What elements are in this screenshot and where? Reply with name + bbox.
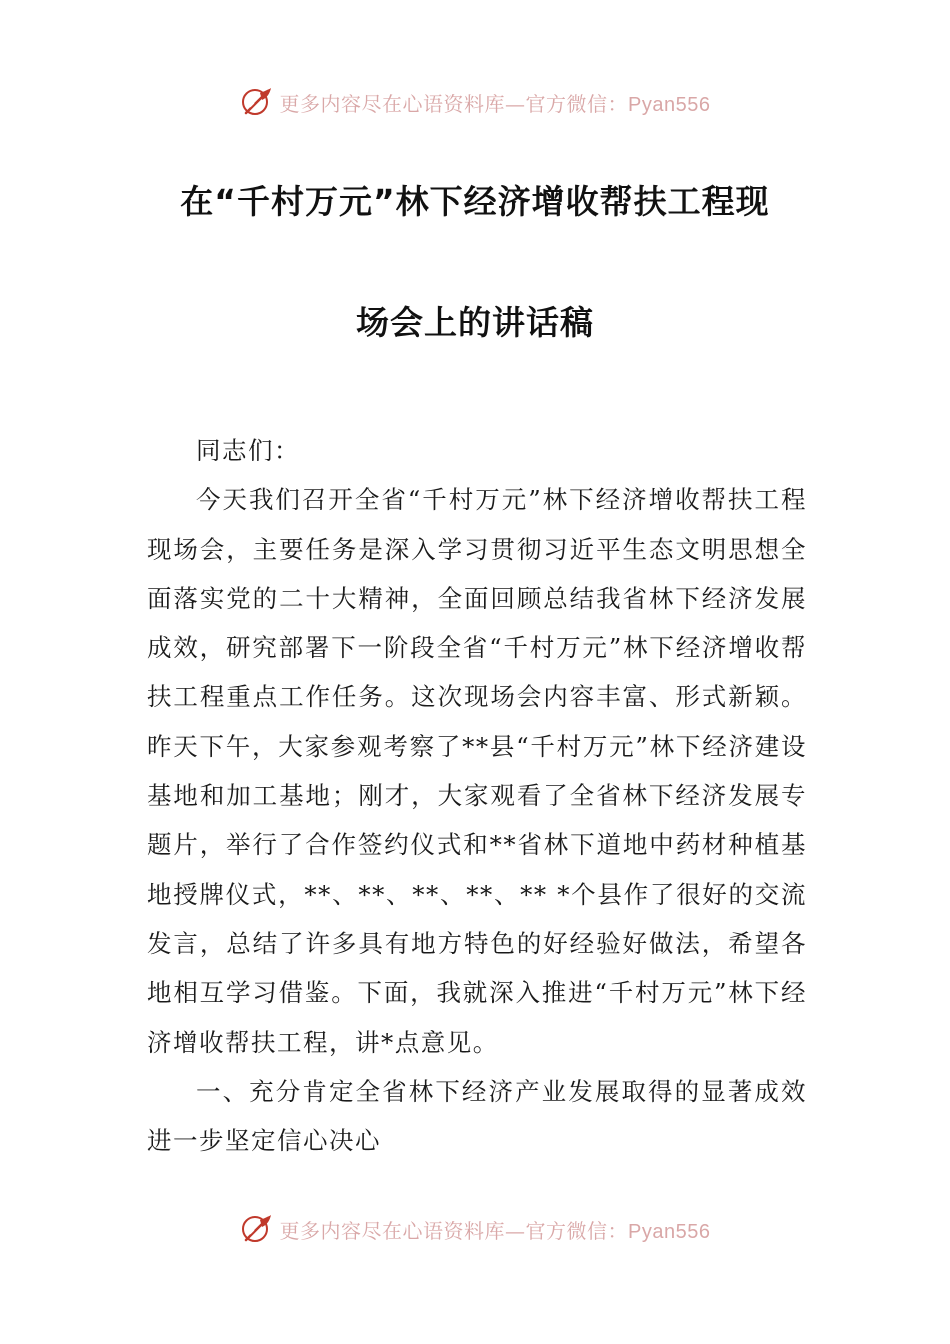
quill-logo-icon [240,1212,274,1246]
header-watermark [0,82,950,122]
salutation: 同志们： [196,436,300,465]
watermark-text: 更多内容尽在心语资料库—官方微信：Pyan556 [279,1218,711,1243]
quill-logo-icon [240,85,274,119]
section-heading: 一、充分肯定全省林下经济产业发展取得的显著成效进一步坚定信心决心 [147,1076,807,1156]
document-title-line-2: 场会上的讲话稿 [356,303,594,342]
watermark-text: 更多内容尽在心语资料库—官方微信：Pyan556 [279,91,711,116]
body-paragraph: 今天我们召开全省“千村万元”林下经济增收帮扶工程现场会，主要任务是深入学习贯彻习近平生态文明思想全面落实党的二十大精神，全面回顾总结我省林下经济发展成效，研究部署下一阶段全省“千村万元”林下经济增收帮扶工程重点工作任务。这次现场会内容丰富、形式新颖。昨天下午，大家参观考察了**县“千村万元”林下经济建设基地和加工基地；刚才，大家观看了全省林下经济发展专题片，举行了合作签约仪式和**省林下道地中药材种植基地授牌仪式，**、**、**、**、** *个县作了很好的交流发言，总结了许多具有地方特色的好经验好做法，希望各地相互学习借鉴。下面，我就深入推进“千村万元”林下经济增收帮扶工程，讲*点意见。 [147,485,807,1057]
footer-watermark [0,1209,950,1249]
document-body [147,426,807,1165]
document-title-line-1: 在“千村万元”林下经济增收帮扶工程现 [180,182,770,221]
